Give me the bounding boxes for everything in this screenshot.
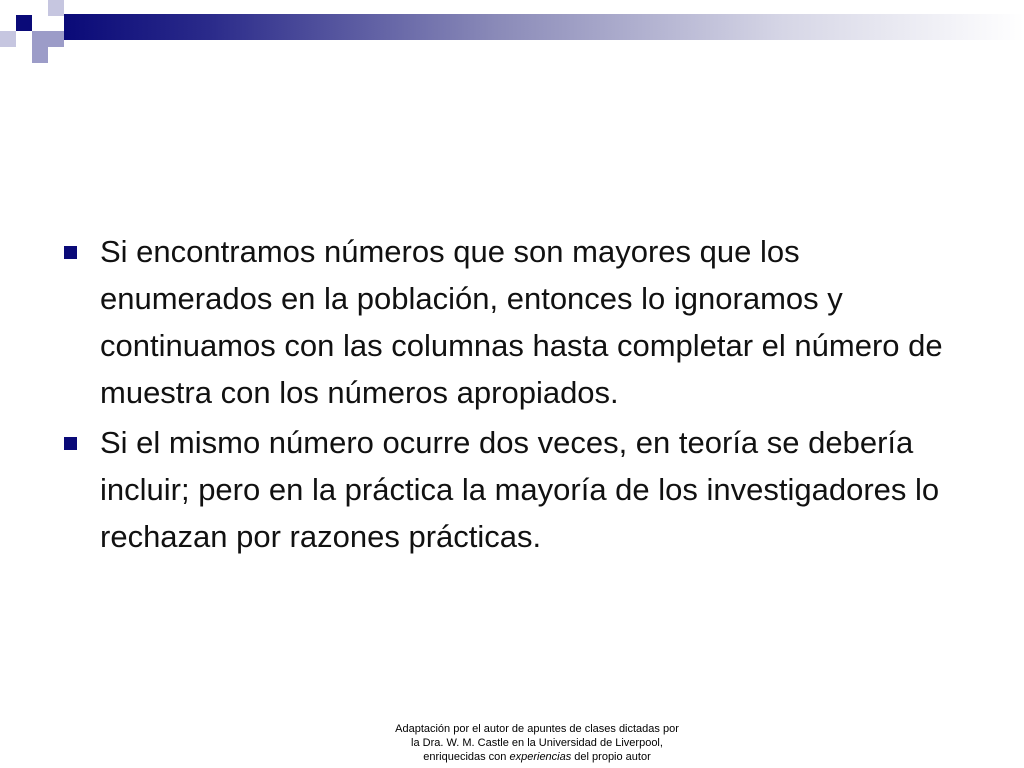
footer-credit	[312, 722, 762, 764]
footer-emphasis: experiencias	[509, 751, 572, 763]
header-square-light	[0, 31, 16, 47]
footer-text: enriquecidas con	[423, 751, 510, 763]
header-square-dark	[16, 15, 32, 31]
bullet-item	[64, 419, 964, 560]
bullet-item	[64, 228, 964, 416]
bullet-text: Si encontramos números que son mayores que los enumerados en la población, entonces lo ignoramos y continuamos con las columnas hasta completar el número de muestra con los números apropiados.	[100, 234, 943, 410]
bullet-list	[64, 228, 964, 563]
bullet-text: Si el mismo número ocurre dos veces, en teoría se debería incluir; pero en la práctica la mayoría de los investigadores lo rechazan por razones prácticas.	[100, 425, 940, 554]
footer-text: del propio autor	[571, 751, 651, 763]
header-square-mid	[32, 31, 48, 47]
footer-line: la Dra. W. M. Castle en la Universidad de Liverpool,	[411, 737, 663, 749]
square-bullet-icon	[64, 437, 77, 450]
header-square-light	[48, 0, 64, 16]
header-square-mid	[32, 47, 48, 63]
square-bullet-icon	[64, 246, 77, 259]
footer-line: Adaptación por el autor de apuntes de clases dictadas por	[395, 723, 679, 735]
header-gradient-bar	[64, 14, 1024, 40]
footer-line	[312, 750, 762, 764]
header-square-mid	[48, 31, 64, 47]
